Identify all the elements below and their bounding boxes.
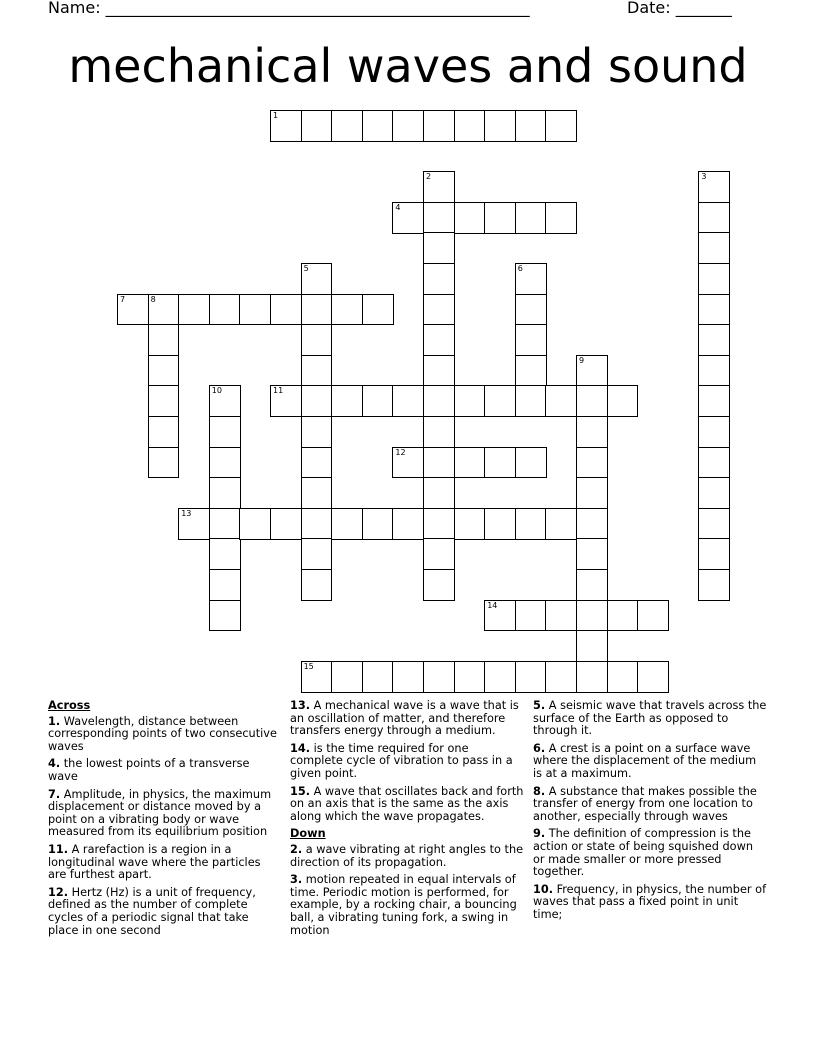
crossword-cell[interactable] [454,447,486,479]
crossword-cell[interactable] [423,477,455,509]
crossword-cell[interactable] [423,294,455,326]
clue-number: 7. [48,787,61,801]
crossword-cell[interactable] [331,508,363,540]
crossword-cell[interactable] [515,385,547,417]
crossword-cell[interactable] [362,508,394,540]
crossword-cell[interactable] [423,232,455,264]
cell-number: 6 [517,264,523,273]
crossword-cell[interactable] [423,447,455,479]
clues-column-3 [533,700,767,927]
crossword-cell[interactable] [209,569,241,601]
crossword-cell[interactable] [301,508,333,540]
crossword-cell[interactable] [301,110,333,142]
crossword-cell[interactable] [423,324,455,356]
crossword-cell[interactable] [270,110,302,142]
clue-text: Frequency, in physics, the number of waves that pass a fixed point in unit time; [533,882,767,921]
crossword-cell[interactable] [331,661,363,693]
crossword-cell[interactable] [515,661,547,693]
clue-number: 3. [290,873,303,887]
clue-number: 12. [48,885,69,899]
clue-number: 9. [533,827,546,841]
crossword-cell[interactable] [515,355,547,387]
crossword-cell[interactable] [392,202,424,234]
crossword-cell[interactable] [454,508,486,540]
clue-down-6 [533,743,767,781]
crossword-cell[interactable] [545,202,577,234]
cell-number: 11 [273,386,284,396]
crossword-cell[interactable] [423,661,455,693]
clue-number: 14. [290,741,311,755]
crossword-cell[interactable] [698,294,730,326]
crossword-cell[interactable] [576,508,608,540]
cell-number: 13 [181,508,192,518]
crossword-cell[interactable] [545,110,577,142]
clue-down-5 [533,700,767,738]
clue-down-8 [533,786,767,824]
crossword-cell[interactable] [515,600,547,632]
crossword-cell[interactable] [576,385,608,417]
crossword-cell[interactable] [637,600,669,632]
crossword-cell[interactable] [545,508,577,540]
crossword-cell[interactable] [698,385,730,417]
clue-down-2 [290,844,524,869]
cell-number: 9 [579,355,585,365]
crossword-cell[interactable] [301,263,333,295]
clue-across-12 [48,887,280,937]
clue-down-3 [290,874,524,937]
crossword-cell[interactable] [484,202,516,234]
crossword-cell[interactable] [209,538,241,570]
clue-text: A wave that oscillates back and forth on an axis that is the same as the axis along which the wave propagates. [290,784,524,823]
crossword-cell[interactable] [423,416,455,448]
crossword-cell[interactable] [148,355,180,387]
crossword-cell[interactable] [454,385,486,417]
clue-across-14 [290,743,524,781]
clue-number: 8. [533,784,546,798]
crossword-cell[interactable] [362,661,394,693]
crossword-cell[interactable] [148,324,180,356]
crossword-cell[interactable] [209,477,241,509]
crossword-cell[interactable] [209,385,241,417]
clue-text: Amplitude, in physics, the maximum displacement or distance moved by a point on a vibrating body or wave measured from its equilibrium position [48,787,272,839]
crossword-cell[interactable] [698,324,730,356]
crossword-cell[interactable] [484,447,516,479]
clue-text: is the time required for one complete cycle of vibration to pass in a given point. [290,741,513,780]
crossword-cell[interactable] [545,600,577,632]
crossword-cell[interactable] [301,477,333,509]
crossword-cell[interactable] [576,661,608,693]
crossword-cell[interactable] [607,600,639,632]
clue-across-1 [48,716,280,754]
clue-text: a wave vibrating at right angles to the direction of its propagation. [290,842,524,869]
crossword-cell[interactable] [698,508,730,540]
crossword-cell[interactable] [270,385,302,417]
crossword-cell[interactable] [454,661,486,693]
crossword-cell[interactable] [576,447,608,479]
clue-text: motion repeated in equal intervals of time. Periodic motion is performed, for example, by a rocking chair, a bouncing ball, a vibrating tuning fork, a swing in motion [290,873,517,937]
clue-number: 10. [533,882,554,896]
crossword-cell[interactable] [331,110,363,142]
crossword-cell[interactable] [392,110,424,142]
crossword-cell[interactable] [423,508,455,540]
crossword-cell[interactable] [209,600,241,632]
crossword-cell[interactable] [576,630,608,662]
clue-number: 5. [533,699,546,712]
crossword-cell[interactable] [423,385,455,417]
clue-text: A rarefaction is a region in a longitudinal wave where the particles are furthest apart. [48,842,261,882]
crossword-cell[interactable] [698,171,730,203]
down-heading: Down [290,827,326,841]
clue-text: A mechanical wave is a wave that is an oscillation of matter, and therefore transfers energy through a medium. [290,699,519,738]
crossword-cell[interactable] [178,294,210,326]
crossword-cell[interactable] [331,385,363,417]
cell-number: 1 [273,111,279,120]
cell-number: 12 [395,447,406,457]
crossword-cell[interactable] [392,385,424,417]
page-title: mechanical waves and sound [68,39,748,93]
crossword-cell[interactable] [698,263,730,295]
cell-number: 15 [303,661,314,671]
cell-number: 4 [395,202,401,212]
crossword-cell[interactable] [209,416,241,448]
crossword-cell[interactable] [698,355,730,387]
crossword-cell[interactable] [362,294,394,326]
crossword-cell[interactable] [454,110,486,142]
crossword-cell[interactable] [698,416,730,448]
cell-number: 14 [487,600,498,610]
crossword-cell[interactable] [423,171,455,203]
clue-number: 15. [290,784,311,798]
crossword-cell[interactable] [515,508,547,540]
cell-number: 8 [150,294,156,304]
clue-number: 13. [290,699,311,712]
clue-text: Wavelength, distance between corresponding points of two consecutive waves [48,714,277,753]
across-heading: Across [48,699,91,712]
crossword-cell[interactable] [239,508,271,540]
crossword-cell[interactable] [362,110,394,142]
crossword-cell[interactable] [484,661,516,693]
clue-text: A seismic wave that travels across the surface of the Earth as opposed to through it. [533,699,767,738]
crossword-cell[interactable] [515,294,547,326]
crossword-cell[interactable] [484,508,516,540]
crossword-cell[interactable] [301,324,333,356]
crossword-cell[interactable] [331,294,363,326]
crossword-cell[interactable] [576,600,608,632]
crossword-cell[interactable] [392,661,424,693]
clues-column-2 [290,700,524,942]
crossword-cell[interactable] [423,355,455,387]
clue-number: 11. [48,842,69,856]
crossword-cell[interactable] [270,508,302,540]
clues-column-1 [48,700,280,942]
crossword-cell[interactable] [423,110,455,142]
clue-down-10 [533,884,767,922]
cell-number: 5 [303,264,309,273]
crossword-cell[interactable] [698,232,730,264]
crossword-cell[interactable] [209,508,241,540]
crossword-cell[interactable] [178,508,210,540]
crossword-cell[interactable] [239,294,271,326]
crossword-cell[interactable] [362,385,394,417]
crossword-cell[interactable] [698,569,730,601]
crossword-cell[interactable] [576,416,608,448]
crossword-cell[interactable] [576,569,608,601]
crossword-cell[interactable] [698,477,730,509]
crossword-cell[interactable] [301,661,333,693]
clue-text: The definition of compression is the action or state of being squished down or made smaller or more pressed together. [533,827,753,879]
crossword-cell[interactable] [545,385,577,417]
crossword-cell[interactable] [698,447,730,479]
crossword-cell[interactable] [545,661,577,693]
crossword-cell[interactable] [148,385,180,417]
crossword-cell[interactable] [698,202,730,234]
crossword-cell[interactable] [301,416,333,448]
clue-across-7 [48,789,280,839]
crossword-cell[interactable] [484,600,516,632]
crossword-cell[interactable] [209,447,241,479]
crossword-cell[interactable] [117,294,149,326]
crossword-cell[interactable] [392,508,424,540]
crossword-cell[interactable] [423,538,455,570]
crossword-cell[interactable] [423,569,455,601]
crossword-cell[interactable] [576,477,608,509]
clue-number: 6. [533,741,546,755]
clue-text: A substance that makes possible the transfer of energy from one location to another, especially through waves [533,784,757,823]
crossword-cell[interactable] [301,569,333,601]
clue-across-13 [290,700,524,738]
clue-number: 1. [48,714,61,728]
crossword-cell[interactable] [148,416,180,448]
clue-across-4 [48,758,280,783]
crossword-cell[interactable] [301,538,333,570]
crossword-cell[interactable] [515,263,547,295]
crossword-cell[interactable] [209,294,241,326]
crossword-cell[interactable] [301,355,333,387]
crossword-cell[interactable] [423,202,455,234]
clue-text: the lowest points of a transverse wave [48,757,250,783]
crossword-cell[interactable] [607,661,639,693]
date-field[interactable]: Date: _______ [627,0,732,17]
crossword-cell[interactable] [484,385,516,417]
crossword-cell[interactable] [148,447,180,479]
clue-text: A crest is a point on a surface wave where the displacement of the medium is at a maximum. [533,741,757,780]
crossword-cell[interactable] [515,110,547,142]
crossword-cell[interactable] [392,447,424,479]
clue-number: 4. [48,757,61,771]
crossword-cell[interactable] [515,202,547,234]
crossword-cell[interactable] [515,447,547,479]
clue-down-9 [533,828,767,878]
clue-text: Hertz (Hz) is a unit of frequency, defined as the number of complete cycles of a periodic signal that take place in one second [48,885,256,937]
name-field[interactable]: Name: _____________________________________________________ [48,0,530,17]
crossword-cell[interactable] [607,385,639,417]
cell-number: 2 [426,172,432,182]
crossword-cell[interactable] [698,538,730,570]
cell-number: 7 [120,294,126,304]
cell-number: 3 [701,172,707,182]
crossword-cell[interactable] [576,355,608,387]
crossword-cell[interactable] [576,538,608,570]
crossword-cell[interactable] [301,294,333,326]
clue-number: 2. [290,842,303,856]
crossword-cell[interactable] [270,294,302,326]
clue-across-15 [290,786,524,824]
clue-across-11 [48,844,280,882]
crossword-cell[interactable] [515,324,547,356]
crossword-cell[interactable] [454,202,486,234]
crossword-cell[interactable] [423,263,455,295]
crossword-cell[interactable] [301,447,333,479]
cell-number: 10 [211,386,222,396]
crossword-cell[interactable] [301,385,333,417]
crossword-cell[interactable] [637,661,669,693]
crossword-cell[interactable] [484,110,516,142]
crossword-cell[interactable] [148,294,180,326]
